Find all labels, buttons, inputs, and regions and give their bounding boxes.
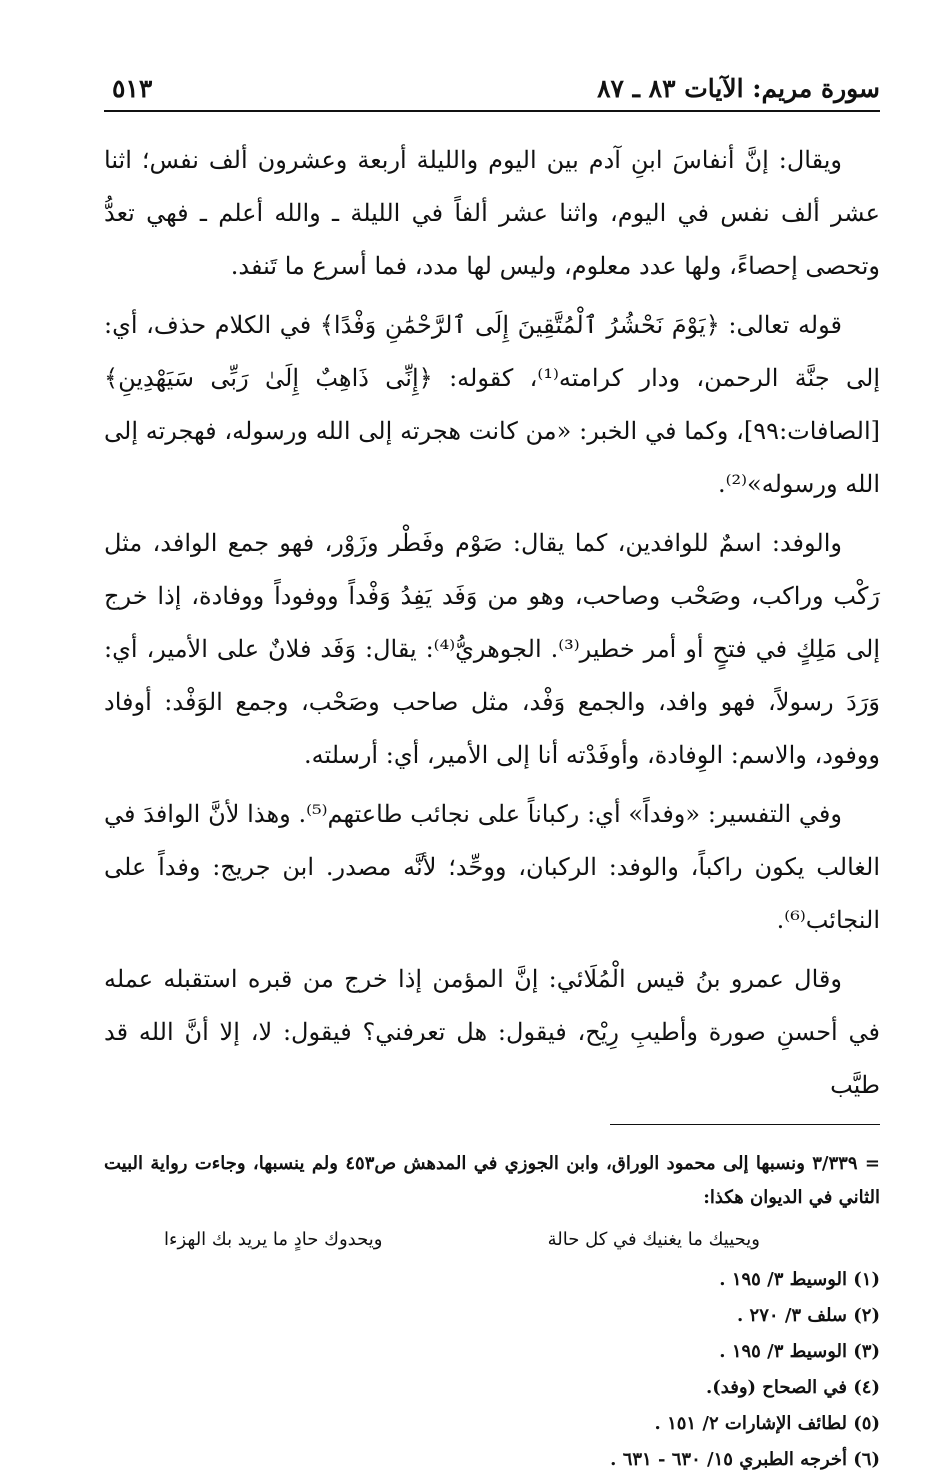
verse-second-hemistich: ويحدوك حادٍ ما يريد بك الهزءا [164,1229,383,1250]
paragraph-breaths: ويقال: إنَّ أنفاسَ ابنِ آدم بين اليوم والليلة أربعة وعشرون ألف نفس؛ اثنا عشر ألف نفس في اليوم، واثنا عشر ألفاً في الليلة ـ والله أعلم ـ فهي تعدُّ وتحصى إحصاءً، ولها عدد معلوم، وليس لها مدد، فما أسرع ما تَنفد. [104,146,881,280]
footnote-item: (١) الوسيط ٣/ ١٩٥ . [719,1269,880,1290]
paragraph-amr-ibn-qays: وقال عمرو بنُ قيس الْمُلَائي: إنَّ المؤمن إذا خرج من قبره استقبله عمله في أحسنِ صورة وأطيبِ رِيْح، فيقول: هل تعرفني؟ فيقول: لا، إلا أنَّ الله قد طيَّب [104,965,880,1099]
book-page [104,64,881,1470]
poetry-verse [104,1223,880,1261]
running-title: سورة مريم: الآيات ٨٣ ـ ٨٧ [597,74,880,103]
footnote-item: (٥) لطائف الإشارات ٢/ ١٥١ . [654,1413,880,1434]
footnote-item: (٦) أخرجه الطبري ١٥/ ٦٣٠ - ٦٣١ . [610,1449,880,1470]
footnote-item: (٤) في الصحاح (وفد). [706,1377,880,1398]
verse-first-hemistich: ويحييك ما يغنيك في كل حالة [547,1229,760,1250]
footnote-item: (٣) الوسيط ٣/ ١٩٥ . [719,1341,880,1362]
paragraph-verse-commentary: قوله تعالى: ﴿يَوْمَ نَحْشُرُ ٱلْمُتَّقِينَ إِلَى ٱلرَّحْمَٰنِ وَفْدًا﴾ في الكلام حذف، أي: إلى جنَّة الرحمن، ودار كرامته⁽¹⁾، كقوله: ﴿إِنِّى ذَاهِبٌ إِلَىٰ رَبِّى سَيَهْدِينِ﴾ [الصافات:٩٩]، وكما في الخبر: «من كانت هجرته إلى الله ورسوله، فهجرته إلى الله ورسوله»⁽²⁾. [104,311,881,498]
main-text [104,134,880,1112]
paragraph-wafd-definition: والوفد: اسمٌ للوافدين، كما يقال: صَوْم وفَطْر وزَوْر، فهو جمع الوافد، مثل رَكْب وراكب، وصَحْب وصاحب، وهو من وَفَد يَفِدُ وَفْداً ووفوداً ووفادة، إذا خرج إلى مَلِكٍ في فتحٍ أو أمر خطير⁽³⁾. الجوهريُّ⁽⁴⁾: يقال: وَفَد فلانٌ على الأمير، أي: وَرَدَ رسولاً، فهو وافد، والجمع وَفْد، مثل صاحب وصَحْب، وجمع الوَفْد: أوفاد ووفود، والاسم: الوِفادة، وأوفَدْته أنا إلى الأمير، أي: أرسلته. [104,529,881,769]
footnote-item: (٢) سلف ٣/ ٢٧٠ . [736,1305,880,1326]
footnote-divider [610,1124,880,1125]
footnotes [104,1147,880,1479]
paragraph-tafsir: وفي التفسير: «وفداً» أي: ركباناً على نجائب طاعتهم⁽⁵⁾. وهذا لأنَّ الوافدَ في الغالب يكون راكباً، والوفد: الركبان، ووحِّد؛ لأنَّه مصدر. ابن جريج: وفداً على النجائب⁽⁶⁾. [104,800,880,934]
footnote-continuation: = ٣/٣٣٩ ونسبها إلى محمود الوراق، وابن الجوزي في المدهش ص٤٥٣ ولم ينسبها، وجاءت رواية البيت الثاني في الديوان هكذا: [104,1153,880,1208]
page-number: ٥١٣ [112,74,153,103]
page-header [104,64,880,112]
